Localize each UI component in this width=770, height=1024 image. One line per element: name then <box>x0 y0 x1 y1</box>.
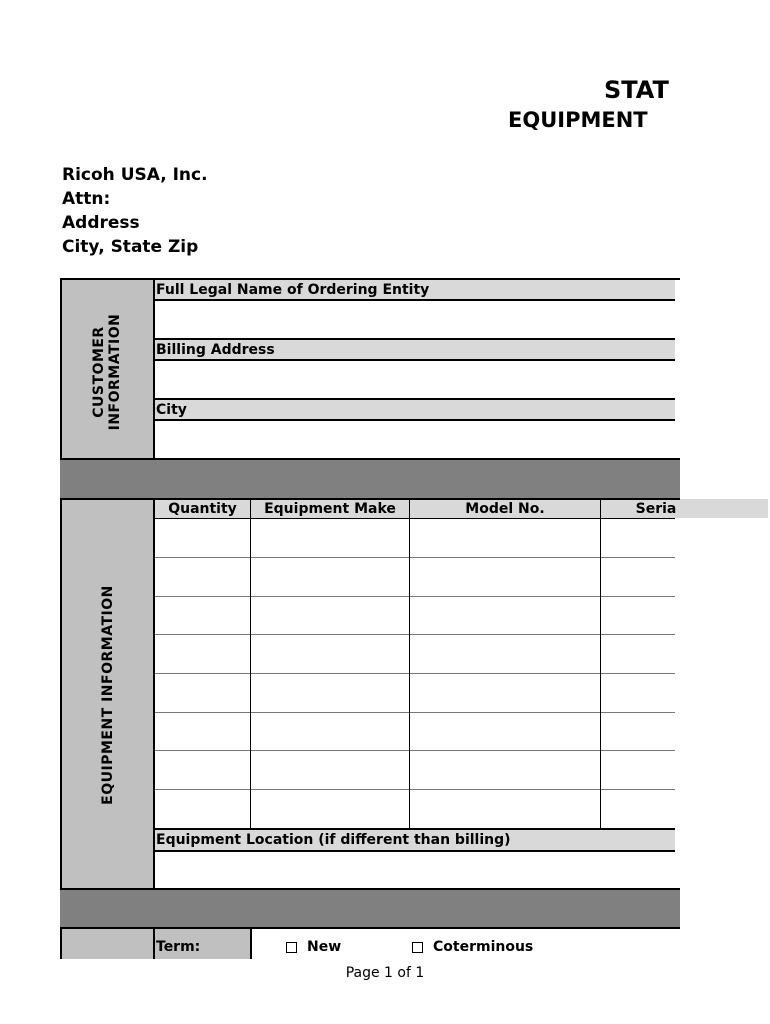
term-label: Term: <box>156 939 201 955</box>
column-header-model-no: Model No. <box>465 501 545 517</box>
city-label: City <box>156 402 187 418</box>
checkbox-icon[interactable] <box>286 942 297 953</box>
term-option-new[interactable]: New <box>286 939 341 955</box>
equipment-location-label: Equipment Location (if different than billing) <box>156 832 511 848</box>
recipient-company: Ricoh USA, Inc. <box>62 165 208 185</box>
page-number: Page 1 of 1 <box>345 965 425 981</box>
recipient-city-state-zip: City, State Zip <box>62 237 199 257</box>
term-section <box>0 929 666 955</box>
column-header-quantity: Quantity <box>168 501 237 517</box>
form-title-line2: EQUIPMENT <box>508 108 648 132</box>
form-title-line1: STAT <box>604 76 669 104</box>
section-divider-1 <box>60 459 680 499</box>
recipient-attn: Attn: <box>62 189 111 209</box>
equipment-location-input[interactable] <box>156 852 676 888</box>
legal-name-input[interactable] <box>156 301 676 338</box>
recipient-address: Address <box>62 213 140 233</box>
checkbox-icon[interactable] <box>412 942 423 953</box>
term-option-coterminous[interactable]: Coterminous <box>412 939 533 955</box>
column-header-serial: Seria <box>635 501 677 517</box>
customer-side-label: CUSTOMER INFORMATION <box>91 313 123 431</box>
city-input[interactable] <box>156 421 676 458</box>
billing-address-input[interactable] <box>156 361 676 398</box>
section-divider-2 <box>60 889 680 928</box>
equipment-side-label: EQUIPMENT INFORMATION <box>100 585 116 805</box>
legal-name-label: Full Legal Name of Ordering Entity <box>156 282 430 298</box>
city-band <box>155 400 675 419</box>
column-header-equipment-make: Equipment Make <box>264 501 396 517</box>
billing-address-label: Billing Address <box>156 342 275 358</box>
